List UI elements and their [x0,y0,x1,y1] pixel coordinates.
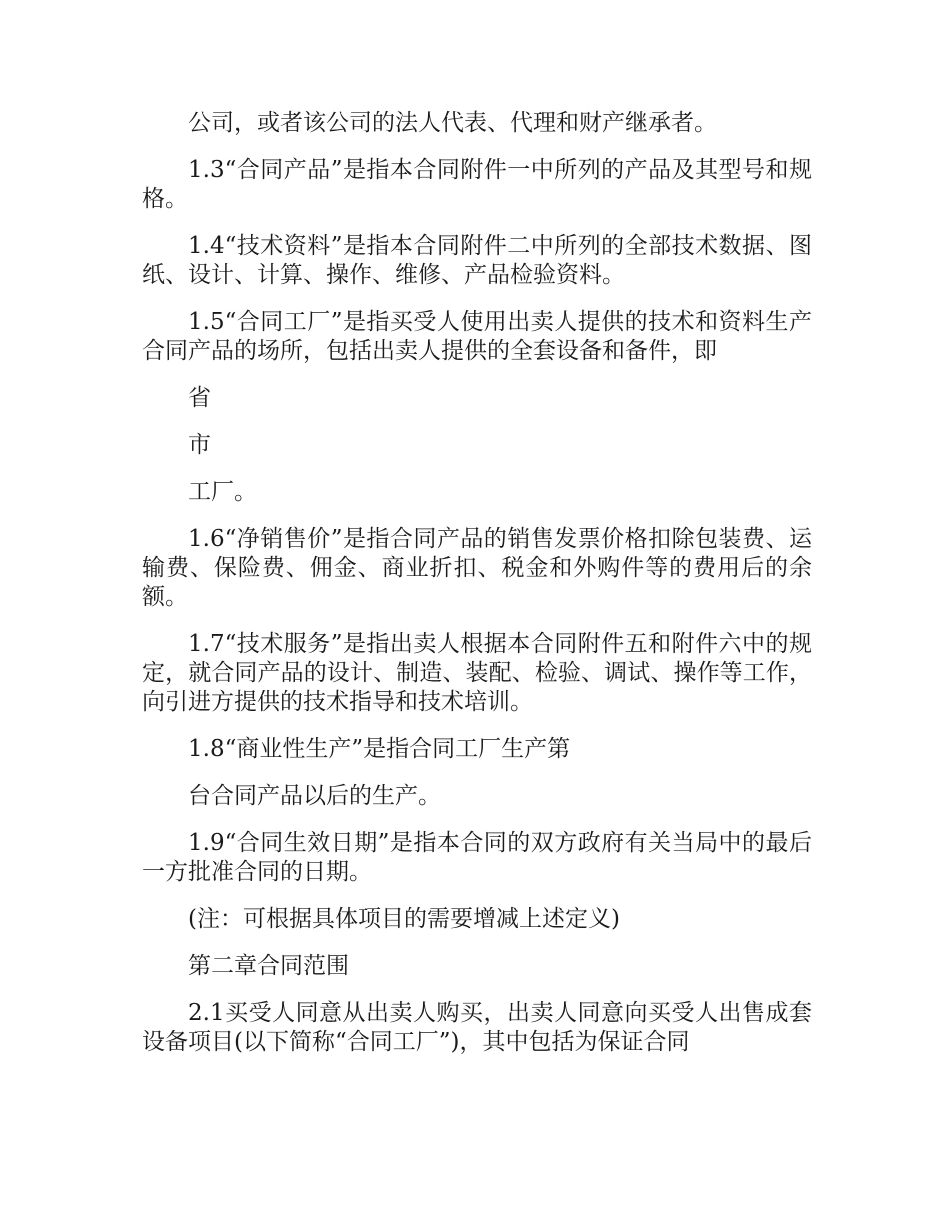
paragraph-province: 省 [188,385,211,411]
paragraph-net-selling-price: 1.6“净销售价”是指合同产品的销售发票价格扣除包装费、运输费、保险费、佣金、商业折扣、税金和外购件等的费用后的余额。 [142,526,812,610]
paragraph-contract-product: 1.3“合同产品”是指本合同附件一中所列的产品及其型号和规格。 [142,157,812,212]
paragraph-technical-documentation: 1.4“技术资料”是指本合同附件二中所列的全部技术数据、图纸、设计、计算、操作、维修、产品检验资料。 [142,233,812,288]
paragraph-note: (注：可根据具体项目的需要增减上述定义) [188,906,620,932]
paragraph-factory: 工厂。 [188,479,257,505]
paragraph-scope: 2.1买受人同意从出卖人购买，出卖人同意向买受人出售成套设备项目(以下简称“合同工厂”)，其中包括为保证合同 [142,1000,812,1055]
chapter-heading: 第二章合同范围 [188,953,349,979]
document-body [142,109,812,1075]
paragraph-effective-date: 1.9“合同生效日期”是指本合同的双方政府有关当局中的最后一方批准合同的日期。 [142,830,812,885]
paragraph-commercial-production: 1.8“商业性生产”是指合同工厂生产第 [188,736,571,762]
paragraph-contract-factory: 1.5“合同工厂”是指买受人使用出卖人提供的技术和资料生产合同产品的场所，包括出卖人提供的全套设备和备件，即 [142,309,812,364]
paragraph-city: 市 [188,432,211,458]
paragraph-heir-definition: 公司，或者该公司的法人代表、代理和财产继承者。 [188,110,717,136]
paragraph-commercial-production-cont: 台合同产品以后的生产。 [188,783,441,809]
paragraph-technical-service: 1.7“技术服务”是指出卖人根据本合同附件五和附件六中的规定，就合同产品的设计、制造、装配、检验、调试、操作等工作，向引进方提供的技术指导和技术培训。 [142,631,812,715]
